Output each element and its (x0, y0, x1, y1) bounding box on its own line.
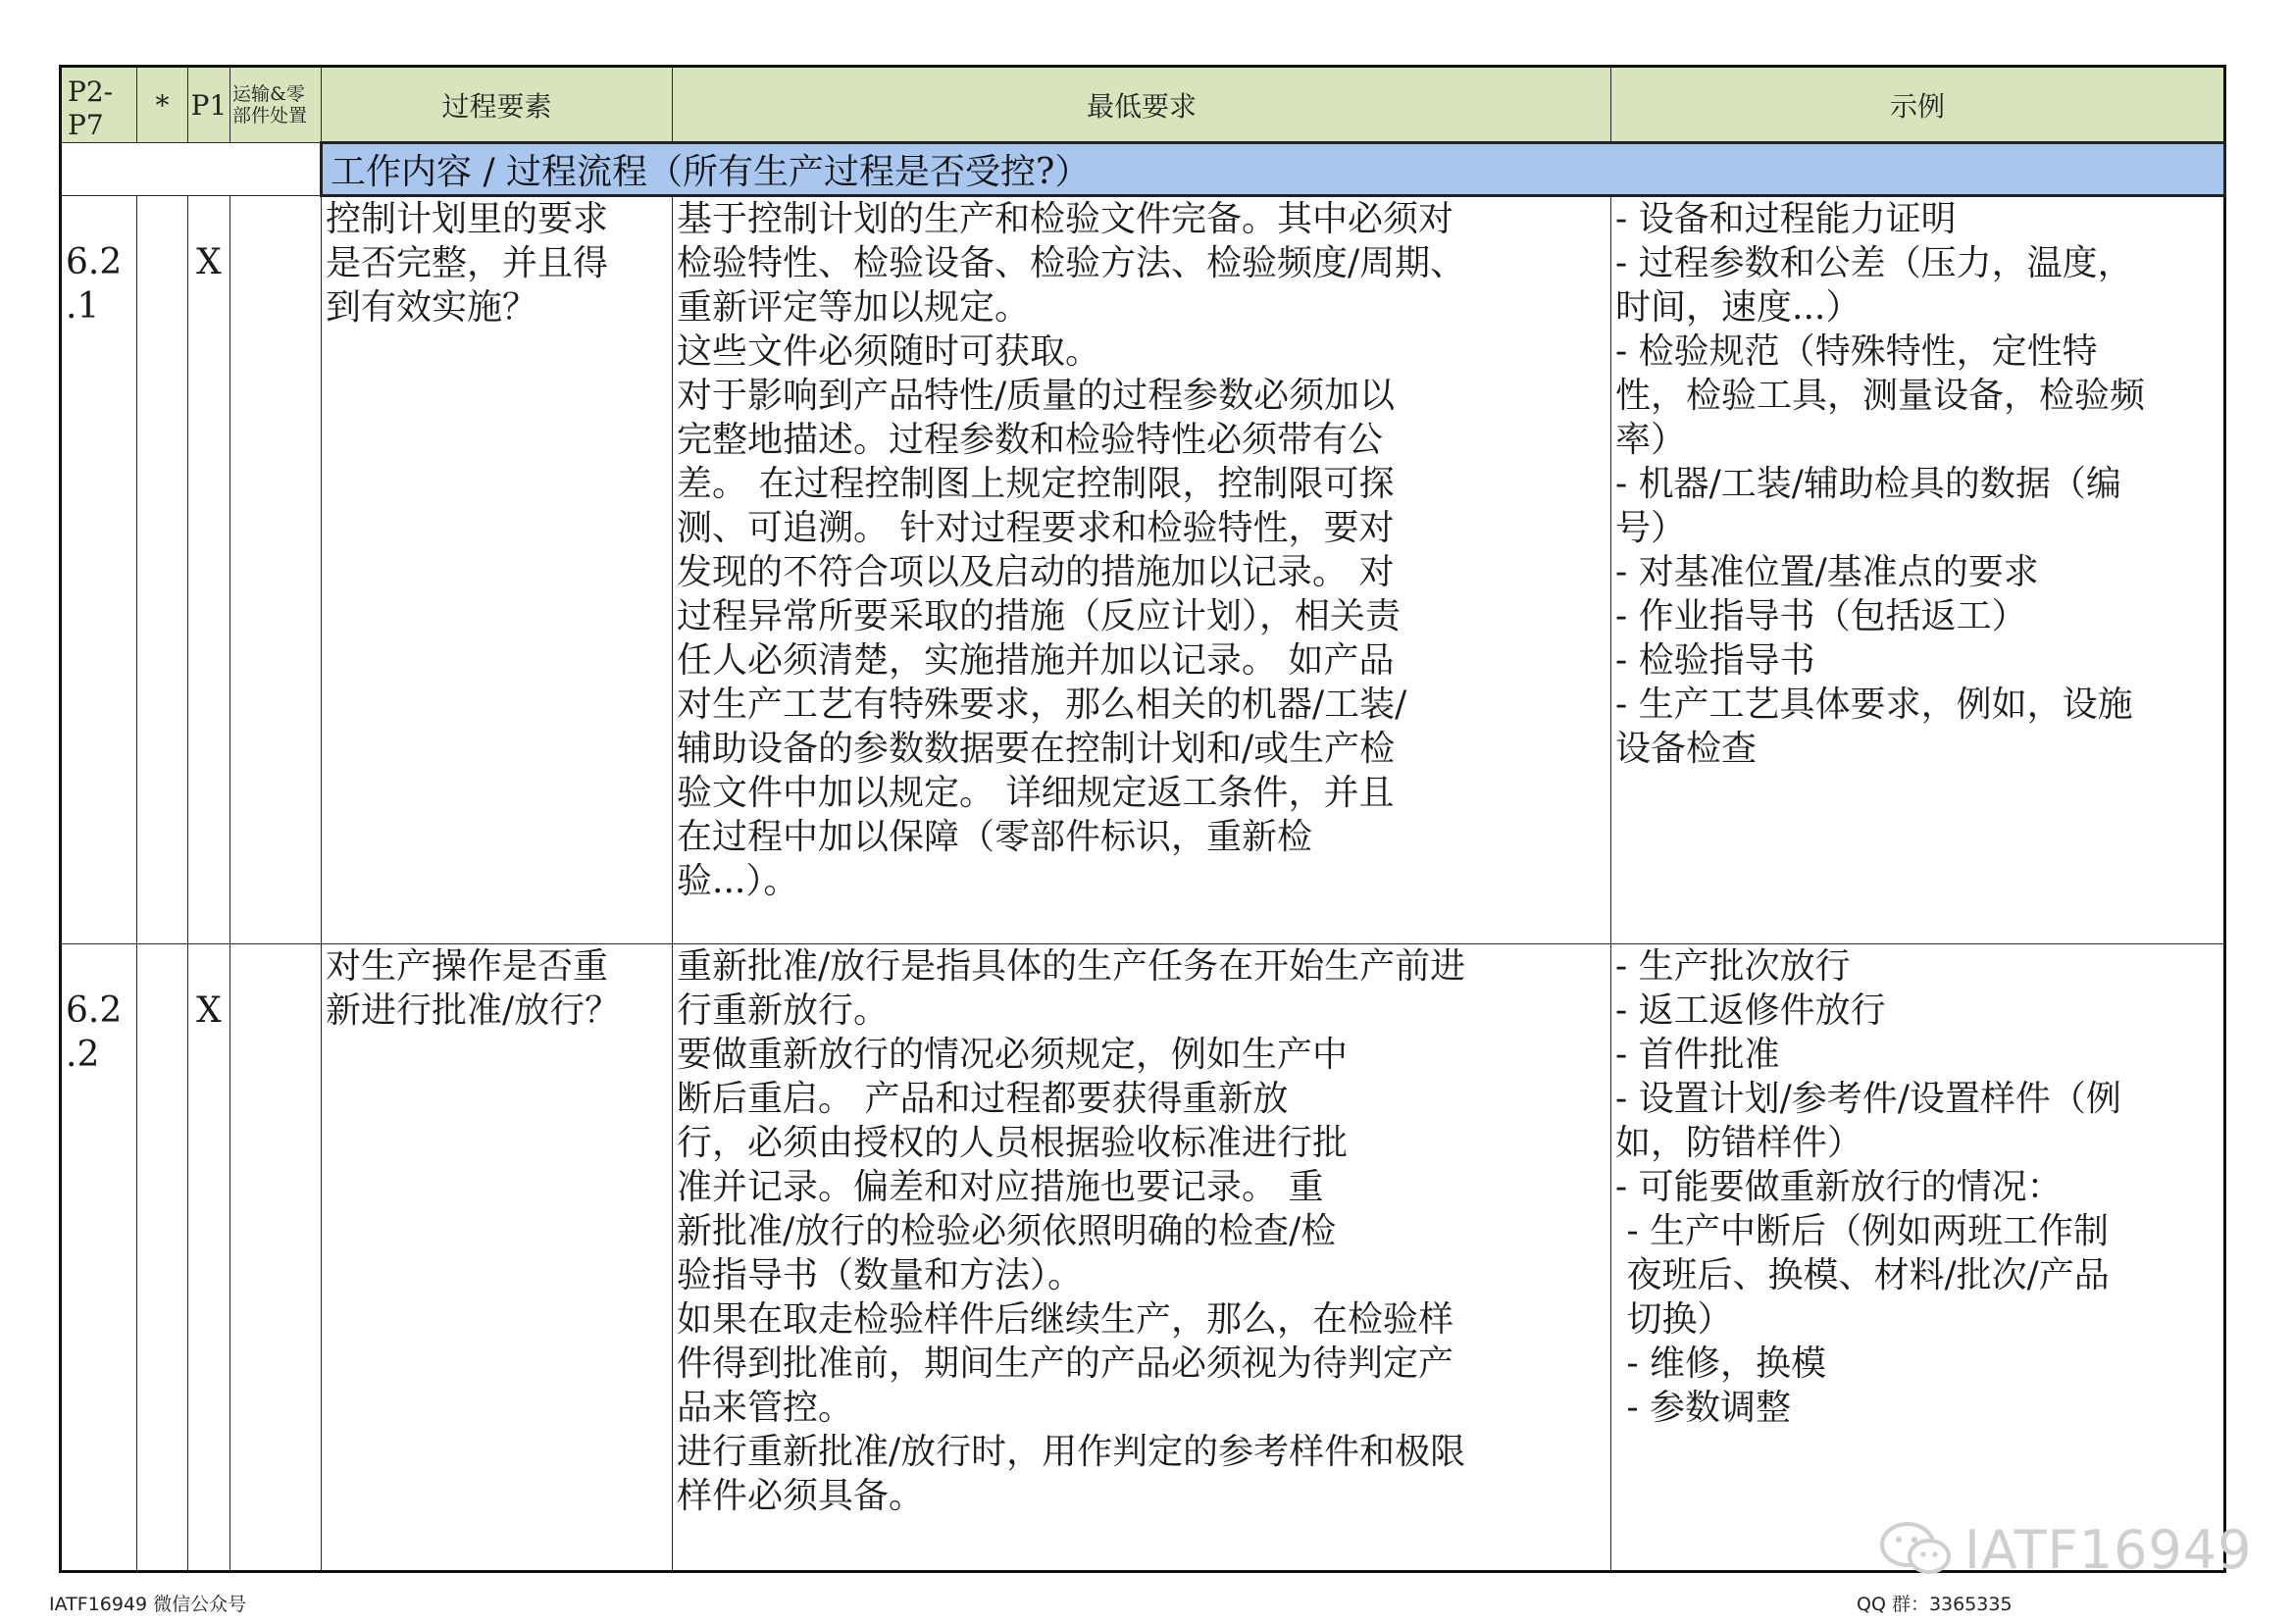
p1-mark: X (188, 196, 230, 944)
table-row (61, 196, 2225, 944)
header-star: * (137, 67, 188, 143)
section-blank (61, 143, 322, 196)
star-cell (137, 944, 188, 1572)
process-element: 控制计划里的要求 是否完整，并且得 到有效实施？ (322, 196, 673, 944)
header-process-element: 过程要素 (322, 67, 673, 143)
transport-cell (230, 196, 322, 944)
audit-table (59, 65, 2226, 1573)
wechat-watermark (1878, 1515, 2253, 1584)
star-cell (137, 196, 188, 944)
section-row (61, 143, 2225, 196)
p1-mark: X (188, 944, 230, 1572)
header-transport: 运输&零部件处置 (230, 67, 322, 143)
header-p2-p7: P2-P7 (61, 67, 137, 143)
header-p1: P1 (188, 67, 230, 143)
section-title: 工作内容 / 过程流程（所有生产过程是否受控?） (322, 143, 2225, 196)
header-examples: 示例 (1611, 67, 2225, 143)
item-number: 6.2 .1 (61, 196, 137, 944)
wechat-icon (1878, 1519, 1955, 1580)
footer-right: QQ 群：3365335 (1857, 1594, 2013, 1615)
minimum-requirement: 重新批准/放行是指具体的生产任务在开始生产前进 行重新放行。 要做重新放行的情况必须规定，例如生产中 断后重启。 产品和过程都要获得重新放 行，必须由授权的人员根据验收标准进行批 准并记录。偏差和对应措施也要记录。 重 新批准/放行的检验必须依照明确的检查/检 验指导书（数量和方法）。 如果在取走检验样件后继续生产，那么，在检验样 件得到批准前，期间生产的产品必须视为待判定产 品来管控。 进行重新批准/放行时，用作判定的参考样件和极限 样件必须具备。 (673, 944, 1611, 1572)
example: - 设备和过程能力证明 - 过程参数和公差（压力，温度， 时间，速度...） - 检验规范（特殊特性，定性特 性，检验工具，测量设备，检验频 率） - 机器/工装/辅助检具的数据（编 号） - 对基准位置/基准点的要求 - 作业指导书（包括返工） - 检验指导书 - 生产工艺具体要求，例如，设施 设备检查 (1611, 196, 2225, 944)
header-minimum-requirements: 最低要求 (673, 67, 1611, 143)
transport-cell (230, 944, 322, 1572)
watermark-text: IATF16949 (1964, 1518, 2253, 1581)
footer-left: IATF16949 微信公众号 (49, 1594, 247, 1615)
example: - 生产批次放行 - 返工返修件放行 - 首件批准 - 设置计划/参考件/设置样件（例 如，防错样件） - 可能要做重新放行的情况： - 生产中断后（例如两班工作制 夜班后、换模、材料/批次/产品 切换） - 维修，换模 - 参数调整 (1611, 944, 2225, 1572)
table-row (61, 944, 2225, 1572)
process-element: 对生产操作是否重 新进行批准/放行？ (322, 944, 673, 1572)
item-number: 6.2 .2 (61, 944, 137, 1572)
header-row (61, 67, 2225, 143)
minimum-requirement: 基于控制计划的生产和检验文件完备。其中必须对 检验特性、检验设备、检验方法、检验频度/周期、 重新评定等加以规定。 这些文件必须随时可获取。 对于影响到产品特性/质量的过程参数必须加以 完整地描述。过程参数和检验特性必须带有公 差。 在过程控制图上规定控制限，控制限可探 测、可追溯。 针对过程要求和检验特性，要对 发现的不符合项以及启动的措施加以记录。 对 过程异常所要采取的措施（反应计划），相关责 任人必须清楚，实施措施并加以记录。 如产品 对生产工艺有特殊要求，那么相关的机器/工装/ 辅助设备的参数数据要在控制计划和/或生产检 验文件中加以规定。 详细规定返工条件，并且 在过程中加以保障（零部件标识，重新检 验...）。 (673, 196, 1611, 944)
